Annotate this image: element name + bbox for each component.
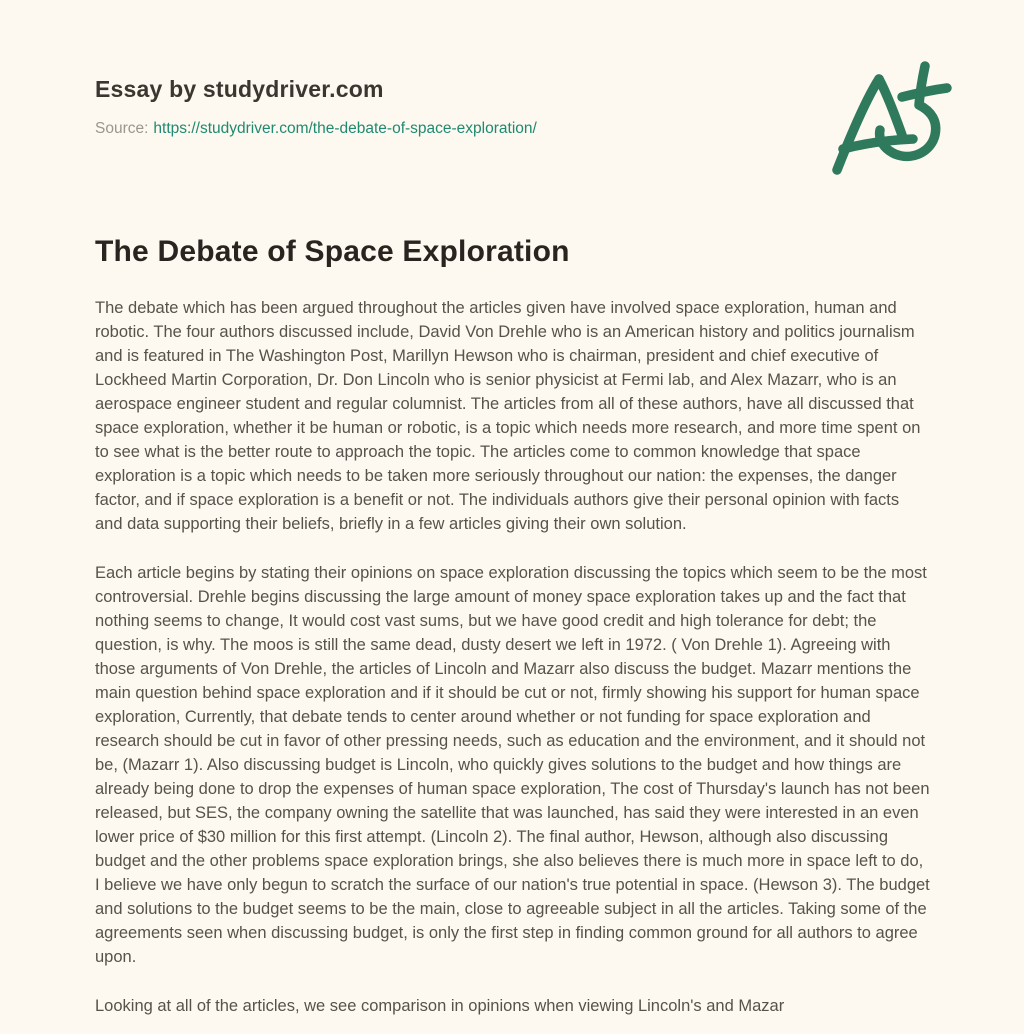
essay-paragraph-3: Looking at all of the articles, we see comparison in opinions when viewing Lincoln's and Mazar bbox=[95, 997, 785, 1015]
page-header bbox=[95, 76, 930, 138]
essay-title: The Debate of Space Exploration bbox=[95, 235, 570, 268]
essay-paragraph-1: The debate which has been argued throughout the articles given have involved space exploration, human and robotic. The four authors discussed include, David Von Drehle who is an American history and politics journalism and is featured in The Washington Post, Marillyn Hewson who is chairman, president and chief executive of Lockheed Martin Corporation, Dr. Don Lincoln who is senior physicist at Fermi lab, and Alex Mazarr, who is an aerospace engineer student and regular columnist. The articles from all of these authors, have all discussed that space exploration, whether it be human or robotic, is a topic which needs more research, and more time spent on to see what is the better route to approach the topic. The articles come to common knowledge that space exploration is a topic which needs to be taken more seriously throughout our nation: the expenses, the danger factor, and if space exploration is a benefit or not. The individuals authors give their personal opinion with facts and data supporting their beliefs, briefly in a few articles giving their own solution. bbox=[95, 299, 921, 533]
essay-content bbox=[95, 235, 930, 1018]
source-link[interactable]: https://studydriver.com/the-debate-of-space-exploration/ bbox=[153, 120, 537, 137]
page-title: Essay by studydriver.com bbox=[95, 76, 384, 102]
source-label: Source: bbox=[95, 120, 149, 137]
source-line bbox=[95, 120, 930, 138]
essay-paragraph-2: Each article begins by stating their opinions on space exploration discussing the topics which seem to be the most controversial. Drehle begins discussing the large amount of money space exploration takes up and the fact that nothing seems to change, It would cost vast sums, but we have good credit and high tolerance for debt; the question, is why. The moos is still the same dead, dusty desert we left in 1972. ( Von Drehle 1). Agreeing with those arguments of Von Drehle, the articles of Lincoln and Mazarr also discuss the budget. Mazarr mentions the main question behind space exploration and if it should be cut or not, firmly showing his support for human space exploration, Currently, that debate tends to center around whether or not funding for space exploration and research should be cut in favor of other pressing needs, such as education and the environment, and it should not be, (Mazarr 1). Also discussing budget is Lincoln, who quickly gives solutions to the budget and how things are already being done to drop the expenses of human space exploration, The cost of Thursday's launch has not been released, but SES, the company owning the satellite that was launched, has said they were interested in an even lower price of $30 million for this first attempt. (Lincoln 2). The final author, Hewson, although also discussing budget and the other problems space exploration brings, she also believes there is much more in space left to do, I believe we have only begun to scratch the surface of our nation's true potential in space. (Hewson 3). The budget and solutions to the budget seems to be the main, close to agreeable subject in all the articles. Taking some of the agreements seen when discussing budget, is only the first step in finding common ground for all authors to agree upon. bbox=[95, 564, 930, 966]
studydriver-a-plus-logo-icon bbox=[816, 58, 964, 180]
